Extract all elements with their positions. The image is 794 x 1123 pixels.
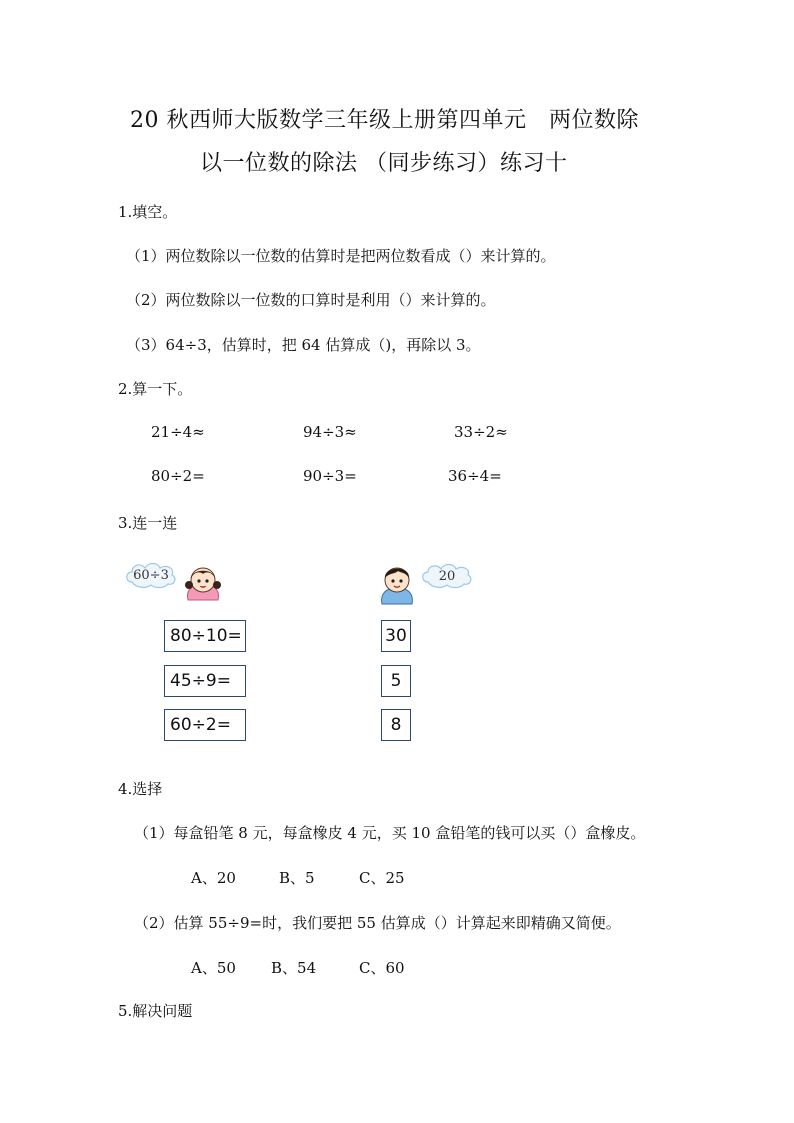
section5-heading: 5.解决问题 — [118, 1002, 193, 1020]
calc-r1-c3: 33÷2≈ — [454, 423, 508, 441]
boy-bubble-text: 20 — [438, 568, 456, 584]
match-right-box-1[interactable]: 30 — [381, 620, 411, 652]
match-left-box-1[interactable]: 80÷10= — [164, 620, 246, 652]
girl-bubble-text: 60÷3 — [133, 567, 169, 583]
section4-q1: （1）每盒铅笔 8 元，每盒橡皮 4 元，买 10 盒铅笔的钱可以买（）盒橡皮。 — [134, 824, 646, 842]
match-left-box-2[interactable]: 45÷9= — [164, 665, 246, 697]
section1-heading: 1.填空。 — [118, 203, 178, 221]
girl-speech-cloud — [124, 560, 178, 590]
boy-speech-cloud — [420, 562, 474, 590]
match-left-box-3[interactable]: 60÷2= — [164, 709, 246, 741]
section4-heading: 4.选择 — [118, 780, 163, 798]
calc-r2-c3: 36÷4= — [448, 467, 502, 485]
calc-r1-c2: 94÷3≈ — [303, 423, 357, 441]
section1-item-3: （3）64÷3，估算时，把 64 估算成（)，再除以 3。 — [126, 336, 481, 354]
match-right-box-3[interactable]: 8 — [381, 709, 411, 741]
q1-option-b[interactable]: B、5 — [279, 869, 315, 887]
calc-r2-c2: 90÷3= — [303, 467, 357, 485]
q2-option-c[interactable]: C、60 — [359, 959, 405, 977]
boy-avatar-icon — [374, 562, 420, 612]
match-right-box-2[interactable]: 5 — [381, 665, 411, 697]
q1-option-c[interactable]: C、25 — [359, 869, 405, 887]
q2-option-a[interactable]: A、50 — [191, 959, 236, 977]
section1-item-1: （1）两位数除以一位数的估算时是把两位数看成（）来计算的。 — [126, 247, 556, 265]
section4-q2: （2）估算 55÷9=时，我们要把 55 估算成（）计算起来即精确又简便。 — [134, 914, 621, 932]
page-title-line2: 以一位数的除法 （同步练习）练习十 — [200, 151, 568, 176]
calc-r2-c1: 80÷2= — [151, 467, 205, 485]
calc-r1-c1: 21÷4≈ — [151, 423, 205, 441]
page-title-line1: 20 秋西师大版数学三年级上册第四单元 两位数除 — [130, 108, 639, 133]
q2-option-b[interactable]: B、54 — [271, 959, 317, 977]
section2-heading: 2.算一下。 — [118, 380, 193, 398]
section1-item-2: （2）两位数除以一位数的口算时是利用（）来计算的。 — [126, 291, 496, 309]
q1-option-a[interactable]: A、20 — [191, 869, 236, 887]
girl-avatar-icon — [180, 562, 226, 612]
section3-heading: 3.连一连 — [118, 514, 178, 532]
